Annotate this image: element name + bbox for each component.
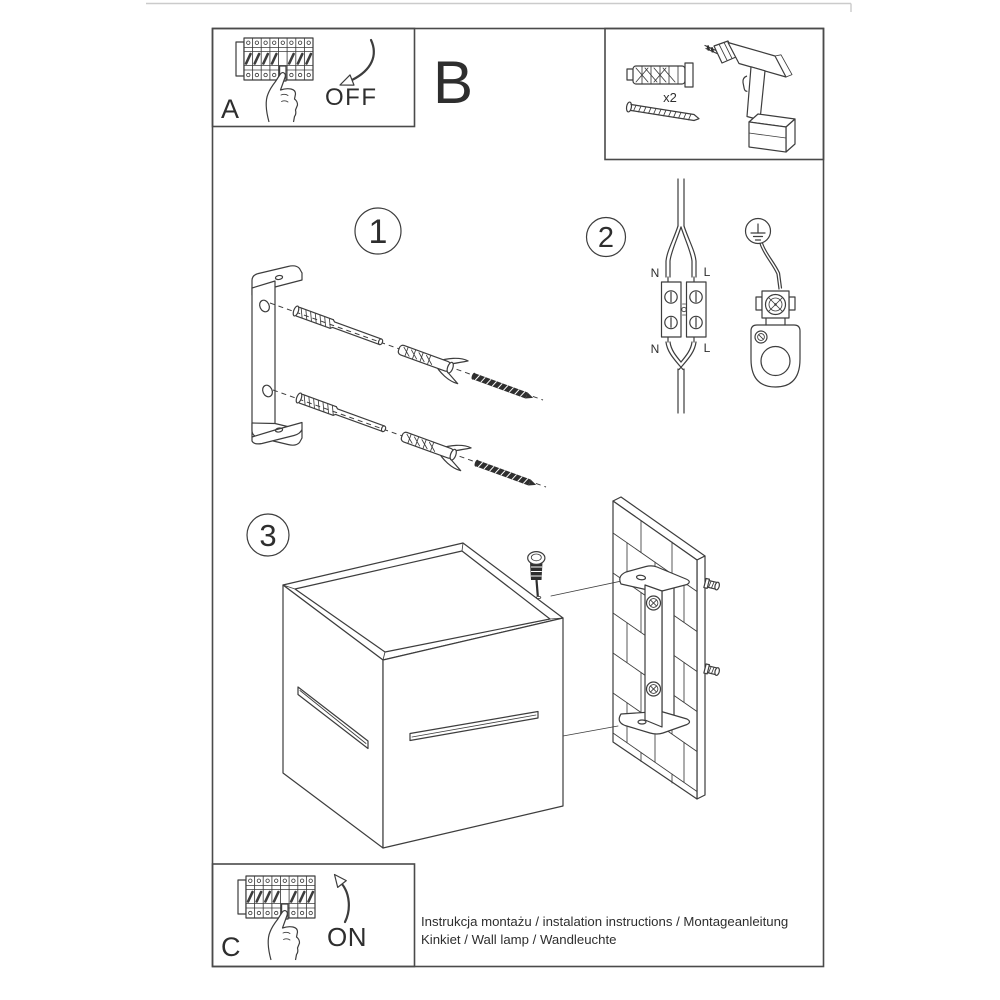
breaker-panel-icon [236, 38, 313, 122]
footer-product: Kinkiet / Wall lamp / Wandleuchte [421, 932, 617, 947]
on-label: ON [327, 922, 367, 952]
ground-terminal-lug-icon [751, 243, 800, 387]
power-drill-icon [705, 41, 795, 152]
step3-badge [247, 514, 289, 556]
cube-lamp-icon [283, 543, 563, 848]
footer-instructions: Instrukcja montażu / instalation instructions / Montageanleitung [421, 914, 789, 929]
photo-edge [146, 4, 851, 13]
screw-anchor-row [273, 390, 546, 488]
breaker-panel-icon [238, 876, 315, 960]
terminal-block-icon [662, 282, 707, 337]
wall-plug-icon [627, 63, 693, 87]
step2-badge [587, 218, 626, 257]
alignment-line-bottom [563, 726, 618, 736]
off-label: OFF [325, 84, 378, 111]
main-border [213, 29, 824, 967]
parts-count-label: x2 [663, 90, 677, 105]
panel-c-label: C [221, 932, 241, 962]
panel-a-label: A [221, 94, 240, 124]
label-n-out: N [650, 342, 660, 356]
label-n-in: N [650, 266, 660, 280]
wall-bracket-icon [252, 266, 302, 445]
screw-anchor-row [270, 303, 543, 401]
step1-number: 1 [368, 213, 388, 251]
step3-number: 3 [259, 518, 277, 553]
section-b-label: B [433, 49, 474, 116]
step1-badge [355, 208, 401, 254]
fixing-screw-icon [704, 578, 720, 676]
curved-arrow-up-icon [335, 875, 349, 923]
step2-number: 2 [597, 222, 615, 254]
label-l-out: L [703, 341, 711, 355]
earth-ground-icon [746, 219, 771, 244]
set-screw-icon [528, 552, 545, 599]
curved-arrow-down-icon [340, 40, 374, 85]
label-l-in: L [703, 265, 711, 279]
